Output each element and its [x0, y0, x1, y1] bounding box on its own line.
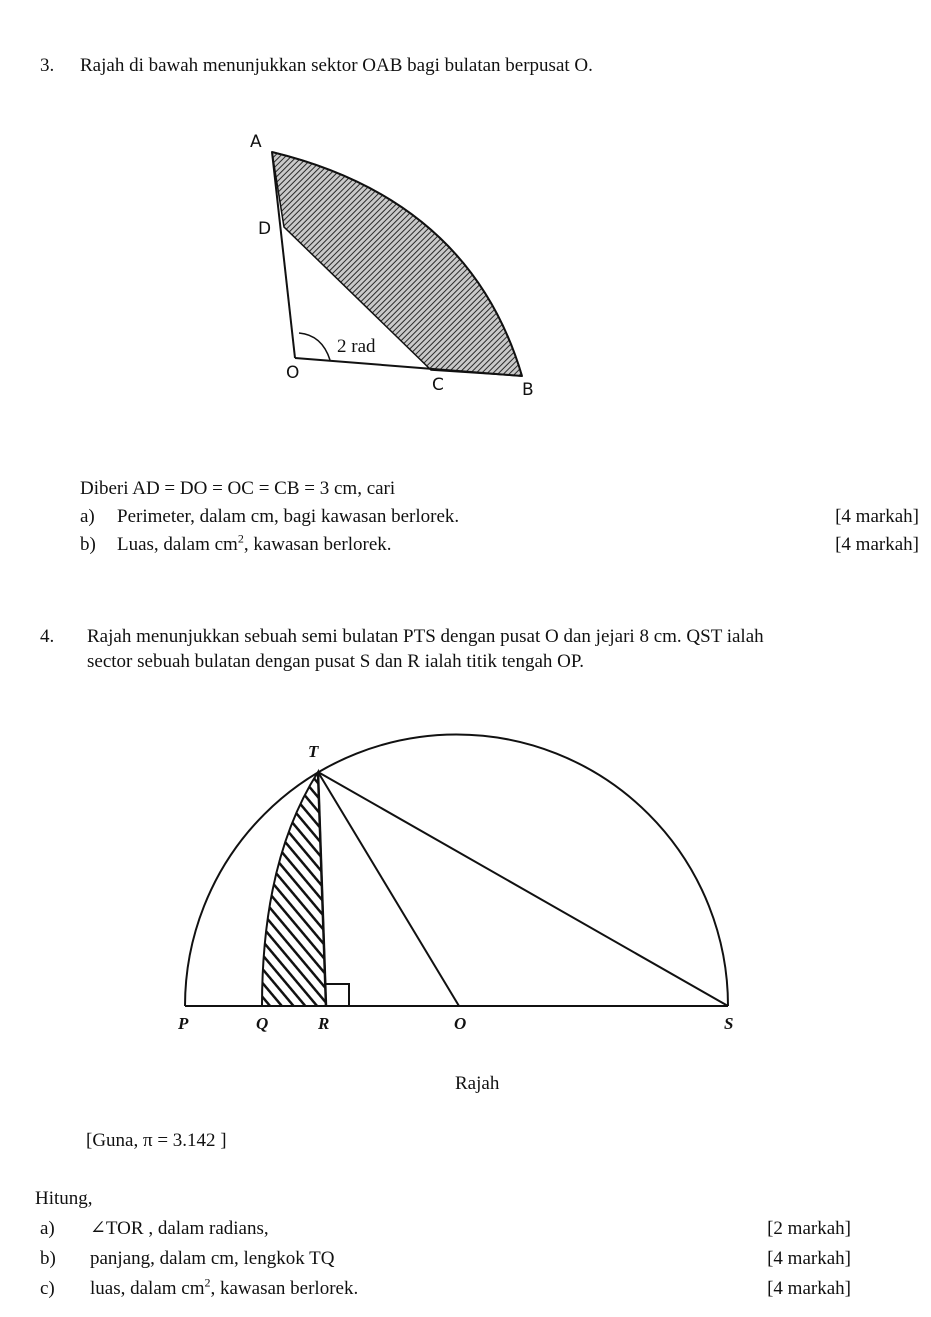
q4-label-O: O: [454, 1014, 467, 1033]
q4-label-S: S: [724, 1014, 734, 1033]
q4-part-b-letter: b): [40, 1248, 56, 1269]
q4-part-b-text: panjang, dalam cm, lengkok TQ: [90, 1248, 335, 1269]
q3-part-a-marks: [4 markah]: [835, 506, 919, 527]
q3-part-a-text: Perimeter, dalam cm, bagi kawasan berlorek.: [117, 506, 460, 527]
q4-label-R: R: [318, 1014, 330, 1033]
q3-shaded-region: [272, 152, 522, 376]
q3-label-C: C: [432, 375, 444, 395]
q3-part-b-text: Luas, dalam $cm^2$, kawasan berlorek.: [117, 531, 392, 555]
q3-angle-mark: [299, 333, 330, 360]
q4-part-c-letter: c): [40, 1278, 55, 1299]
q4-line-ST: [318, 772, 728, 1006]
q3-part-b-letter: b): [80, 534, 96, 555]
q4-part-c-text: luas, dalam $cm^2$, kawasan berlorek.: [90, 1275, 359, 1299]
q4-label-P: P: [178, 1014, 189, 1033]
q3-intro: Rajah di bawah menunjukkan sektor OAB bagi bulatan berpusat O.: [80, 55, 593, 76]
q4-number: 4.: [40, 626, 55, 647]
q3-angle-label: 2 rad: [337, 336, 376, 357]
q4-label-T: T: [308, 742, 319, 761]
q4-label-Q: Q: [256, 1014, 269, 1033]
q4-caption: Rajah: [455, 1073, 500, 1094]
q4-line-OT: [318, 772, 459, 1006]
q4-part-c-marks: [4 markah]: [767, 1278, 851, 1299]
q3-label-B: B: [522, 380, 534, 400]
q4-part-a-marks: [2 markah]: [767, 1218, 851, 1239]
q4-intro-line2: sector sebuah bulatan dengan pusat S dan R ialah titik tengah OP.: [87, 651, 585, 672]
q4-part-a-letter: a): [40, 1218, 55, 1239]
q3-number: 3.: [40, 55, 55, 76]
q3-label-D: D: [258, 219, 272, 239]
q4-intro-line1: Rajah menunjukkan sebuah semi bulatan PTS dengan pusat O dan jejari 8 cm. QST ialah: [87, 626, 764, 647]
q4-right-angle-mark: [326, 984, 349, 1006]
q4-part-a-text: ∠TOR , dalam radians,: [90, 1218, 269, 1239]
q3-part-a-letter: a): [80, 506, 95, 527]
q3-given: Diberi AD = DO = OC = CB = 3 cm, cari: [80, 478, 396, 499]
q3-label-O: O: [286, 363, 300, 383]
q4-hitung: Hitung,: [35, 1188, 93, 1209]
q4-use-pi: [Guna, π = 3.142 ]: [86, 1130, 227, 1151]
q3-label-A: A: [250, 132, 262, 152]
q4-part-b-marks: [4 markah]: [767, 1248, 851, 1269]
q3-part-b-marks: [4 markah]: [835, 534, 919, 555]
